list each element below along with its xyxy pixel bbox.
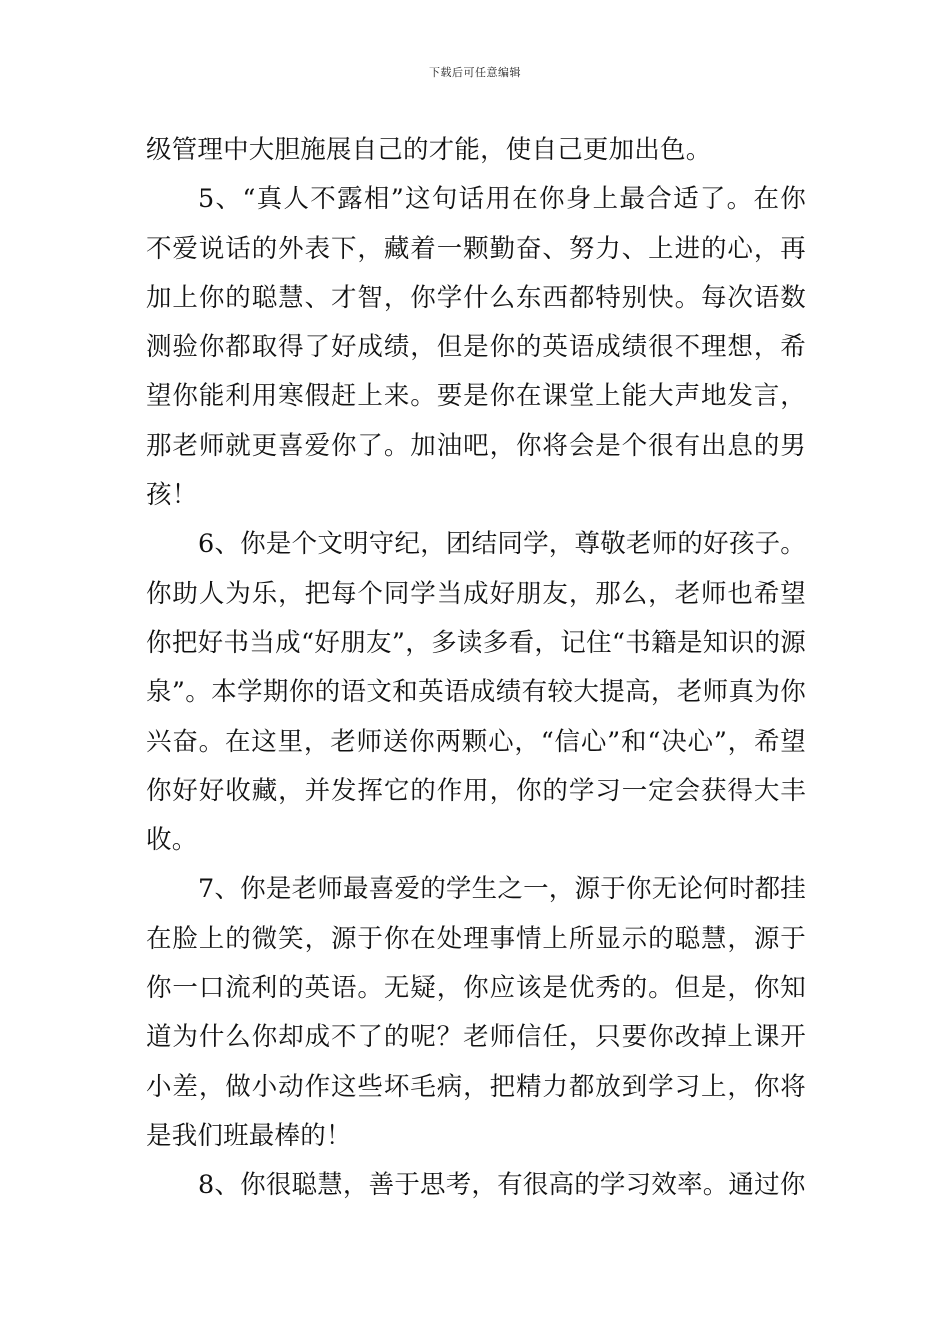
page-header: 下载后可任意编辑 (429, 66, 521, 79)
paragraph-comment-8: 8、你很聪慧，善于思考，有很高的学习效率。通过你 (198, 1170, 806, 1201)
document-body (146, 126, 806, 1211)
paragraph-comment-5: 5、“真人不露相”这句话用在你身上最合适了。在你不爱说话的外表下，藏着一颗勤奋、努力、上进的心，再加上你的聪慧、才智，你学什么东西都特别快。每次语数测验你都取得了好成绩，但是你的英语成绩很不理想，希望你能利用寒假赶上来。要是你在课堂上能大声地发言，那老师就更喜爱你了。加油吧，你将会是个很有出息的男孩！ (146, 184, 806, 511)
paragraph-comment-7: 7、你是老师最喜爱的学生之一，源于你无论何时都挂在脸上的微笑，源于你在处理事情上所显示的聪慧，源于你一口流利的英语。无疑，你应该是优秀的。但是，你知道为什么你却成不了的呢？老师信任，只要你改掉上课开小差，做小动作这些坏毛病，把精力都放到学习上，你将是我们班最棒的！ (146, 874, 806, 1151)
paragraph-continuation: 级管理中大胆施展自己的才能，使自己更加出色。 (146, 135, 712, 165)
paragraph-comment-6: 6、你是个文明守纪，团结同学，尊敬老师的好孩子。你助人为乐，把每个同学当成好朋友，那么，老师也希望你把好书当成“好朋友”，多读多看，记住“书籍是知识的源泉”。本学期你的语文和英语成绩有较大提高，老师真为你兴奋。在这里，老师送你两颗心，“信心”和“决心”，希望你好好收藏，并发挥它的作用，你的学习一定会获得大丰收。 (146, 529, 806, 856)
